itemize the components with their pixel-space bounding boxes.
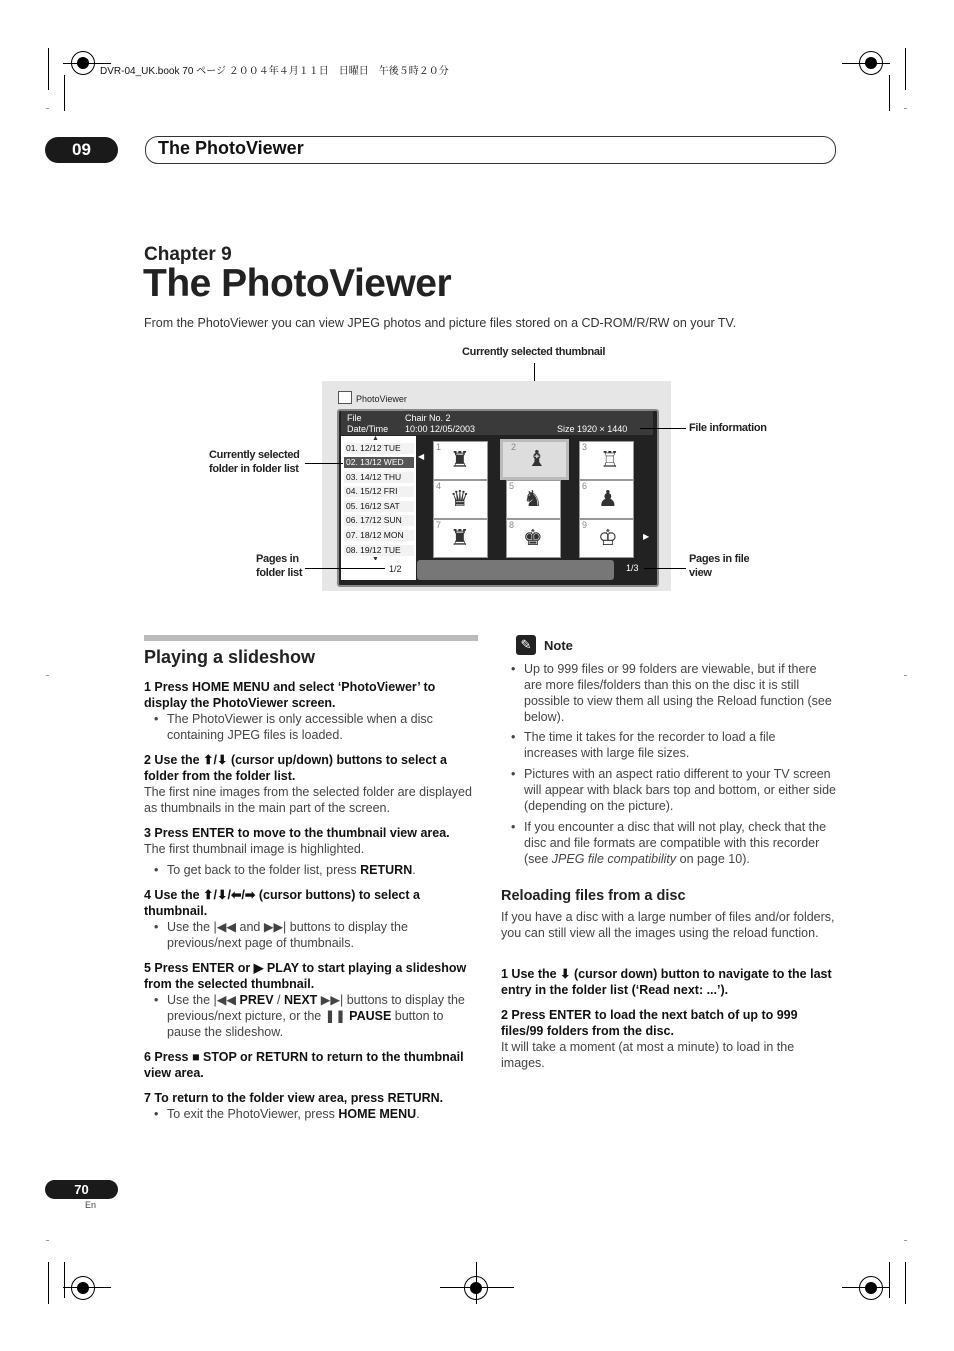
callout-file-information: File information (689, 422, 767, 434)
bullet-text: button to pause the slideshow. (167, 1009, 444, 1039)
callout-pages-folder-line2: folder list (256, 567, 303, 579)
intro-text: From the PhotoViewer you can view JPEG photos and picture files stored on a CD-ROM/R/RW on your TV. (144, 316, 737, 330)
chair-icon: ♝ (527, 446, 547, 471)
note-pencil-icon: ✎ (516, 635, 536, 655)
callout-line (640, 428, 686, 429)
step-1: 1 Press HOME MENU and select ‘PhotoViewer’ to display the PhotoViewer screen. (144, 680, 436, 710)
slideshow-heading: Playing a slideshow (144, 647, 316, 667)
registration-mark-icon (859, 51, 883, 75)
step-7: 7 To return to the folder view area, press RETURN. (144, 1091, 444, 1105)
table-icon: ♛ (450, 486, 470, 511)
file-page-indicator: 1/3 (626, 563, 639, 573)
trim-tick (46, 108, 49, 109)
thumbnail-selected[interactable] (500, 439, 569, 480)
file-info-bar (341, 411, 653, 435)
thumbnail-number: 8 (509, 520, 515, 530)
thumbnail-number: 5 (509, 481, 515, 491)
step-4-bullet: • Use the |◀◀ and ▶▶| buttons to display the previous/next page of thumbnails. (167, 919, 479, 951)
reload-step-2-body: It will take a moment (at most a minute) to load in the images. (501, 1040, 795, 1070)
step-4: 4 Use the ⬆/⬇/⬅/➡ (cursor buttons) to select a thumbnail. (144, 888, 420, 918)
callout-line (305, 568, 385, 569)
thumbnail-number: 4 (436, 481, 442, 491)
scroll-up-icon[interactable]: ▲ (372, 435, 379, 442)
step-6: 6 Press ■ STOP or RETURN to return to the thumbnail view area. (144, 1050, 464, 1080)
step-7-bullet: • To exit the PhotoViewer, press HOME MENU. (167, 1106, 479, 1122)
thumbnail-number: 7 (436, 520, 442, 530)
return-key-label: RETURN (360, 863, 413, 877)
note-title: Note (544, 638, 573, 653)
bullet-text: To exit the PhotoViewer, press (167, 1107, 339, 1121)
file-size: Size 1920 × 1440 (557, 424, 628, 434)
callout-pages-file-line2: view (689, 567, 712, 579)
step-2: 2 Use the ⬆/⬇ (cursor up/down) buttons to select a folder from the folder list. (144, 753, 447, 783)
step-2-body: The first nine images from the selected folder are displayed as thumbnails in the main part of the screen. (144, 785, 472, 815)
note-item: • The time it takes for the recorder to load a file increases with large file sizes. (524, 729, 824, 761)
prev-page-icon[interactable]: ◀ (418, 452, 425, 461)
registration-mark-icon (71, 51, 95, 75)
home-menu-key-label: HOME MENU (338, 1107, 417, 1121)
photoviewer-icon (338, 391, 352, 404)
thumbnail[interactable] (579, 441, 634, 480)
bullet-text: on page 10). (676, 852, 750, 866)
thumbnail-number: 1 (436, 442, 442, 452)
pause-key-label: PAUSE (349, 1009, 392, 1023)
trim-tick (904, 108, 907, 109)
registration-mark-icon (464, 1276, 488, 1300)
bullet-text: If you encounter a disc that will not play, check that the disc and file formats are compatible with this recorder (see (524, 820, 827, 866)
folder-item[interactable]: 01. 12/12 TUE (344, 443, 414, 454)
photoviewer-title: PhotoViewer (356, 394, 407, 404)
lamp-icon: ♟ (598, 486, 618, 511)
registration-mark-icon (859, 1276, 883, 1300)
callout-pages-folder-line1: Pages in (256, 553, 299, 565)
folder-item[interactable]: 07. 18/12 MON (344, 530, 414, 541)
prev-key-label: PREV (239, 993, 274, 1007)
crop-mark (64, 75, 65, 111)
datetime-value: 10:00 12/05/2003 (405, 424, 476, 434)
folder-list (341, 436, 416, 561)
thumbnail[interactable] (506, 480, 561, 519)
crop-mark (905, 1262, 906, 1304)
chair-icon: ♜ (450, 447, 470, 472)
crop-mark (48, 48, 49, 90)
thumbnail[interactable] (433, 480, 488, 519)
chapter-bar-title: The PhotoViewer (158, 138, 304, 158)
cross-reference: JPEG file compatibility (551, 852, 677, 866)
ornate-chair-icon: ♔ (598, 525, 618, 550)
step-3: 3 Press ENTER to move to the thumbnail view area. (144, 826, 450, 840)
thumbnail[interactable] (433, 441, 488, 480)
bullet-text: Use the |◀◀ (167, 993, 240, 1007)
callout-line (644, 568, 686, 569)
next-key-label: NEXT (283, 993, 318, 1007)
callout-selected-folder-line2: folder in folder list (209, 463, 299, 475)
thumbnail[interactable] (506, 519, 561, 558)
bench-icon: ♜ (450, 525, 470, 550)
armchair-icon: ♞ (523, 486, 543, 511)
note-item: • Pictures with an aspect ratio different to your TV screen will appear with black bars top and bottom, or either side (depending on the picture). (524, 766, 836, 814)
next-page-icon[interactable]: ▶ (643, 532, 650, 541)
reload-heading: Reloading files from a disc (501, 888, 686, 904)
thumbnail-number: 3 (582, 442, 588, 452)
callout-pages-file-line1: Pages in file (689, 553, 750, 565)
bullet-text: To get back to the folder list, press (167, 863, 361, 877)
folder-page-indicator: 1/2 (389, 564, 402, 574)
chapter-label: Chapter 9 (144, 244, 232, 265)
section-rule (144, 635, 478, 641)
trim-tick (904, 1240, 907, 1241)
trim-tick (46, 675, 49, 676)
file-label: File (347, 413, 362, 423)
folder-item[interactable]: 03. 14/12 THU (344, 472, 414, 483)
page-title: The PhotoViewer (143, 262, 452, 305)
note-item (524, 819, 836, 867)
chair-icon: ♖ (600, 447, 620, 472)
folder-item[interactable]: 08. 19/12 TUE (344, 545, 414, 556)
datetime-label: Date/Time (347, 424, 389, 434)
crop-mark (905, 48, 906, 90)
bullet-text: / (273, 993, 284, 1007)
crop-mark (64, 1262, 65, 1298)
crop-mark (889, 1262, 890, 1298)
status-bar (417, 560, 614, 580)
round-chair-icon: ♚ (523, 525, 543, 550)
folder-item-selected[interactable]: 02. 13/12 WED (344, 457, 414, 468)
chapter-number-badge: 09 (45, 137, 118, 163)
note-item: • Up to 999 files or 99 folders are viewable, but if there are more files/folders than this on the disc it is still possible to view them all using the Reload function (see below). (524, 661, 836, 725)
trim-tick (904, 675, 907, 676)
reload-body: If you have a disc with a large number of files and/or folders, you can still view all the images using the reload function. (501, 910, 835, 940)
folder-page-area (341, 560, 416, 580)
reload-step-2: 2 Press ENTER to load the next batch of up to 999 files/99 folders from the disc. (501, 1008, 798, 1038)
step-1-bullet: • The PhotoViewer is only accessible when a disc containing JPEG files is loaded. (167, 711, 467, 743)
thumbnail-number: 9 (582, 520, 588, 530)
callout-selected-folder-line1: Currently selected (209, 449, 300, 461)
folder-item[interactable]: 04. 15/12 FRI (344, 486, 414, 497)
thumbnail[interactable] (579, 480, 634, 519)
book-info-header: DVR-04_UK.book 70 ページ ２００４年４月１１日 日曜日 午後５時２０分 (100, 66, 449, 77)
thumbnail-number: 2 (511, 442, 517, 452)
crop-mark (889, 75, 890, 111)
step-5: 5 Press ENTER or ▶ PLAY to start playing a slideshow from the selected thumbnail. (144, 961, 467, 991)
step-3-body: The first thumbnail image is highlighted. (144, 842, 365, 856)
page-number-badge: 70 (45, 1180, 118, 1199)
callout-selected-thumbnail: Currently selected thumbnail (462, 346, 606, 358)
trim-tick (46, 1240, 49, 1241)
folder-item[interactable]: 06. 17/12 SUN (344, 515, 414, 526)
registration-mark-icon (71, 1276, 95, 1300)
page-language: En (85, 1200, 97, 1210)
thumbnail[interactable] (433, 519, 488, 558)
callout-line (305, 463, 343, 464)
thumbnail-number: 6 (582, 481, 588, 491)
bullet-text: ▶▶| buttons to display the previous/next picture, or the ❚❚ (167, 993, 465, 1023)
reload-step-1: 1 Use the ⬇ (cursor down) button to navigate to the last entry in the folder list (‘Read next: ...’). (501, 967, 832, 997)
crop-mark (48, 1262, 49, 1304)
step-3-bullet: • To get back to the folder list, press RETURN. (167, 862, 477, 878)
step-5-bullet (167, 992, 479, 1040)
file-value: Chair No. 2 (405, 413, 451, 423)
thumbnail[interactable] (579, 519, 634, 558)
folder-item[interactable]: 05. 16/12 SAT (344, 501, 414, 512)
